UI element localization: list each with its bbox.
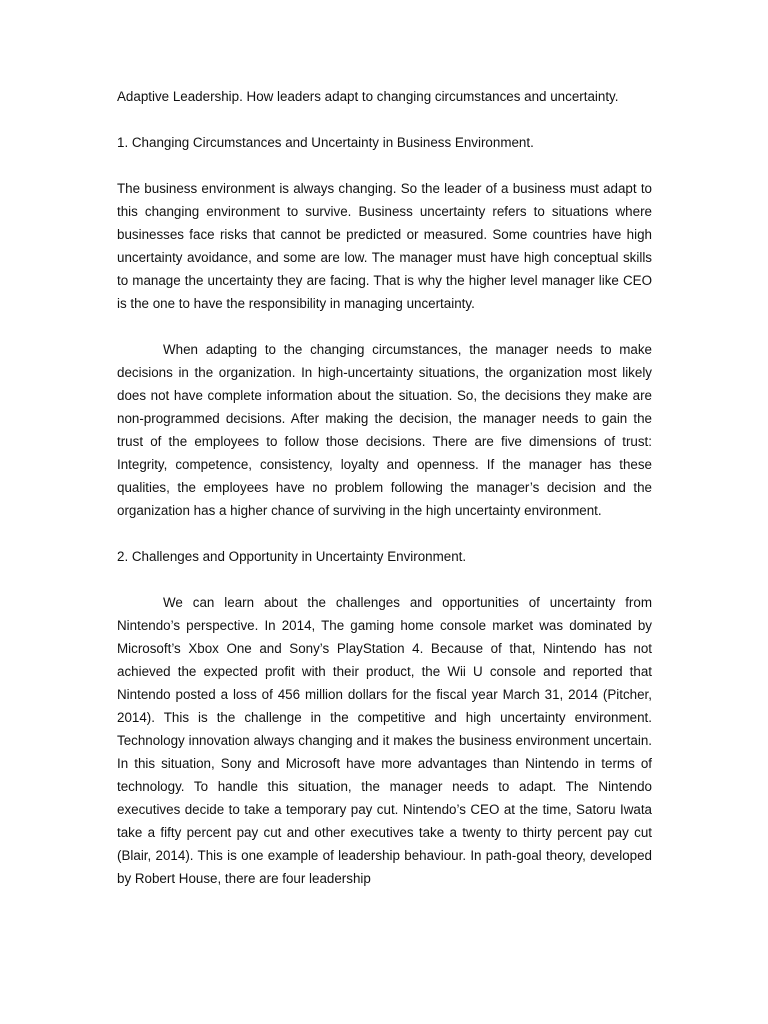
document-title: Adaptive Leadership. How leaders adapt to changing circumstances and uncertainty. xyxy=(117,89,619,104)
section-1-heading: 1. Changing Circumstances and Uncertainty in Business Environment. xyxy=(117,135,534,150)
section-2-heading: 2. Challenges and Opportunity in Uncertainty Environment. xyxy=(117,549,467,564)
section-2-paragraph-1: We can learn about the challenges and opportunities of uncertainty from Nintendo’s perspective. In 2014, The gaming home console market was dominated by Microsoft’s Xbox One and Sony’s PlayStation 4. Because of that, Nintendo has not achieved the expected profit with their product, the Wii U console and reported that Nintendo posted a loss of 456 million dollars for the fiscal year March 31, 2014 (Pitcher, 2014). This is the challenge in the competitive and high uncertainty environment. Technology innovation always changing and it makes the business environment uncertain. In this situation, Sony and Microsoft have more advantages than Nintendo in terms of technology. To handle this situation, the manager needs to adapt. The Nintendo executives decide to take a temporary pay cut. Nintendo’s CEO at the time, Satoru Iwata take a fifty percent pay cut and other executives take a twenty to thirty percent pay cut (Blair, 2014). This is one example of leadership behaviour. In path-goal theory, developed by Robert House, there are four leadership xyxy=(117,595,652,886)
section-1-paragraph-1: The business environment is always changing. So the leader of a business must adapt to this changing environment to survive. Business uncertainty refers to situations where businesses face risks that cannot be predicted or measured. Some countries have high uncertainty avoidance, and some are low. The manager must have high conceptual skills to manage the uncertainty they are facing. That is why the higher level manager like CEO is the one to have the responsibility in managing uncertainty. xyxy=(117,181,652,311)
section-1-paragraph-2: When adapting to the changing circumstances, the manager needs to make decisions in the organization. In high-uncertainty situations, the organization most likely does not have complete information about the situation. So, the decisions they make are non-programmed decisions. After making the decision, the manager needs to gain the trust of the employees to follow those decisions. There are five dimensions of trust: Integrity, competence, consistency, loyalty and openness. If the manager has these qualities, the employees have no problem following the manager’s decision and the organization has a higher chance of surviving in the high uncertainty environment. xyxy=(117,342,652,518)
document-page xyxy=(117,85,652,913)
